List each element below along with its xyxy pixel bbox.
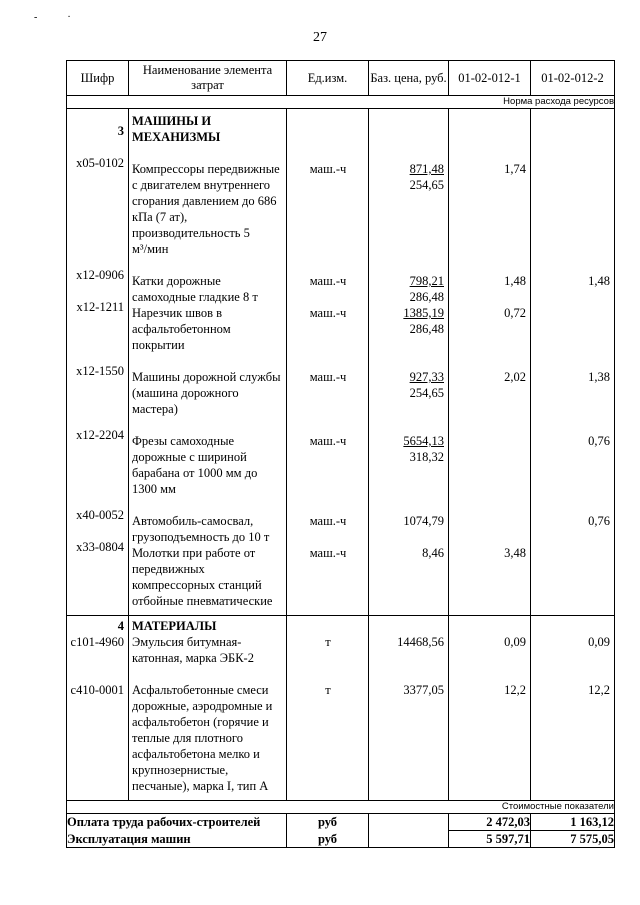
row-name: самоходные гладкие 8 т	[132, 290, 258, 304]
row-name: отбойные пневматические	[132, 594, 273, 608]
total-res2: 1 163,12	[531, 814, 615, 831]
row-code: х12-1550	[76, 364, 124, 378]
row-name: дорожные, аэродромные и	[132, 699, 273, 713]
row-name: катонная, марка ЭБК-2	[132, 651, 254, 665]
norm-label: Норма расхода ресурсов	[67, 96, 615, 109]
row-res1: 12,2	[504, 683, 526, 697]
row-name: барабана от 1000 мм до	[132, 466, 258, 480]
row-price: 8,46	[422, 546, 444, 560]
row-unit: маш.-ч	[309, 370, 347, 384]
row-name: передвижных	[132, 562, 205, 576]
row-name: Фрезы самоходные	[132, 434, 235, 448]
row-name: Молотки при работе от	[132, 546, 256, 560]
total-price	[369, 814, 449, 831]
row-price: 871,48	[409, 162, 444, 176]
section-title: МЕХАНИЗМЫ	[132, 130, 221, 144]
section-machines	[67, 109, 615, 616]
row-res1: 2,02	[504, 370, 526, 384]
total-row	[67, 831, 615, 848]
row-code: с101-4960	[70, 635, 124, 649]
row-res2: 0,09	[588, 635, 610, 649]
row-name: компрессорных станций	[132, 578, 262, 592]
row-price-secondary: 286,48	[409, 290, 444, 304]
code-column	[67, 616, 129, 801]
header-res1: 01-02-012-1	[449, 61, 531, 96]
row-res1	[452, 433, 528, 449]
row-price: 14468,56	[397, 635, 444, 649]
stoim-label: Стоимостные показатели	[67, 801, 615, 814]
row-name: с двигателем внутреннего	[132, 178, 271, 192]
row-name: асфальтобетонном	[132, 322, 231, 336]
res1-column	[449, 616, 531, 801]
row-price-secondary: 318,32	[409, 450, 444, 464]
total-res1: 5 597,71	[449, 831, 531, 848]
row-name: Асфальтобетонные смеси	[132, 683, 269, 697]
header-unit: Ед.изм.	[287, 61, 369, 96]
row-name: дорожные с шириной	[132, 450, 247, 464]
price-column	[369, 616, 449, 801]
row-unit: маш.-ч	[309, 514, 347, 528]
row-res2: 1,38	[588, 370, 610, 384]
row-res1: 3,48	[504, 546, 526, 560]
section-title: МАШИНЫ И	[132, 114, 212, 128]
total-unit: руб	[287, 831, 369, 848]
row-code: х33-0804	[76, 540, 124, 554]
row-code: х05-0102	[76, 156, 124, 170]
total-res2: 7 575,05	[531, 831, 615, 848]
row-code: с410-0001	[70, 683, 124, 697]
row-unit: маш.-ч	[309, 546, 347, 560]
name-column	[129, 109, 287, 616]
row-res1: 1,48	[504, 274, 526, 288]
code-column	[67, 109, 129, 616]
row-res1: 0,09	[504, 635, 526, 649]
row-code: х12-0906	[76, 268, 124, 282]
price-column	[369, 109, 449, 616]
total-label: Оплата труда рабочих-строителей	[67, 814, 287, 831]
row-res1	[452, 513, 528, 529]
speck: ·	[67, 12, 101, 23]
section-number: 4	[117, 619, 124, 633]
total-res1: 2 472,03	[449, 814, 531, 831]
header-name: Наименование элемента затрат	[129, 61, 287, 96]
stoim-row	[67, 801, 615, 814]
row-name: (машина дорожного	[132, 386, 239, 400]
row-price-secondary: 286,48	[409, 322, 444, 336]
name-column	[129, 616, 287, 801]
row-name: Катки дорожные	[132, 274, 221, 288]
resource-table	[66, 60, 615, 848]
row-code: х12-2204	[76, 428, 124, 442]
row-res2: 0,76	[588, 434, 610, 448]
unit-column	[287, 616, 369, 801]
row-res2: 1,48	[588, 274, 610, 288]
row-unit: маш.-ч	[309, 434, 347, 448]
row-name: асфальтобетона мелко и	[132, 747, 260, 761]
total-row	[67, 814, 615, 831]
row-price-secondary: 254,65	[409, 178, 444, 192]
row-name: Нарезчик швов в	[132, 306, 223, 320]
row-unit: маш.-ч	[309, 162, 347, 176]
unit-column	[287, 109, 369, 616]
row-name: асфальтобетон (горячие и	[132, 715, 269, 729]
row-name: теплые для плотного	[132, 731, 243, 745]
row-name: крупнозернистые,	[132, 763, 229, 777]
norm-row	[67, 96, 615, 109]
row-res2	[534, 161, 612, 177]
row-name: Автомобиль-самосвал,	[132, 514, 254, 528]
page-number: 27	[313, 30, 327, 45]
row-price: 927,33	[409, 370, 444, 384]
row-price: 798,21	[409, 274, 444, 288]
header-price: Баз. цена, руб.	[369, 61, 449, 96]
row-name: песчаные), марка I, тип А	[132, 779, 269, 793]
section-materials	[67, 616, 615, 801]
scan-specks	[34, 12, 101, 23]
header-code: Шифр	[67, 61, 129, 96]
row-name: кПа (7 ат),	[132, 210, 188, 224]
row-res1: 0,72	[504, 306, 526, 320]
res2-column	[531, 109, 615, 616]
row-name: мастера)	[132, 402, 178, 416]
row-price: 3377,05	[403, 683, 444, 697]
row-res2: 12,2	[588, 683, 610, 697]
row-name: Машины дорожной службы	[132, 370, 281, 384]
speck: -	[34, 12, 68, 23]
row-name: Эмульсия битумная-	[132, 635, 242, 649]
row-unit: маш.-ч	[309, 274, 347, 288]
row-res2: 0,76	[588, 514, 610, 528]
row-price-secondary: 254,65	[409, 386, 444, 400]
total-unit: руб	[287, 814, 369, 831]
row-code: х40-0052	[76, 508, 124, 522]
row-unit: т	[325, 683, 331, 697]
section-title: МАТЕРИАЛЫ	[132, 619, 217, 633]
section-number: 3	[117, 124, 124, 138]
res1-column	[449, 109, 531, 616]
total-label: Эксплуатация машин	[67, 831, 287, 848]
row-name: м³/мин	[132, 242, 169, 256]
row-name: Компрессоры передвижные	[132, 162, 280, 176]
row-unit: маш.-ч	[309, 306, 347, 320]
row-res1: 1,74	[504, 162, 526, 176]
res2-column	[531, 616, 615, 801]
row-name: производительность 5	[132, 226, 250, 240]
total-price	[369, 831, 449, 848]
row-price: 1385,19	[403, 306, 444, 320]
row-code: х12-1211	[76, 300, 124, 314]
row-res2	[534, 305, 612, 321]
row-price: 5654,13	[403, 434, 444, 448]
row-name: покрытии	[132, 338, 185, 352]
row-res2	[534, 545, 612, 561]
row-name: грузоподъемность до 10 т	[132, 530, 270, 544]
row-unit: т	[325, 635, 331, 649]
header-res2: 01-02-012-2	[531, 61, 615, 96]
header-row	[67, 61, 615, 96]
row-price: 1074,79	[403, 514, 444, 528]
row-name: сгорания давлением до 686	[132, 194, 277, 208]
row-name: 1300 мм	[132, 482, 176, 496]
